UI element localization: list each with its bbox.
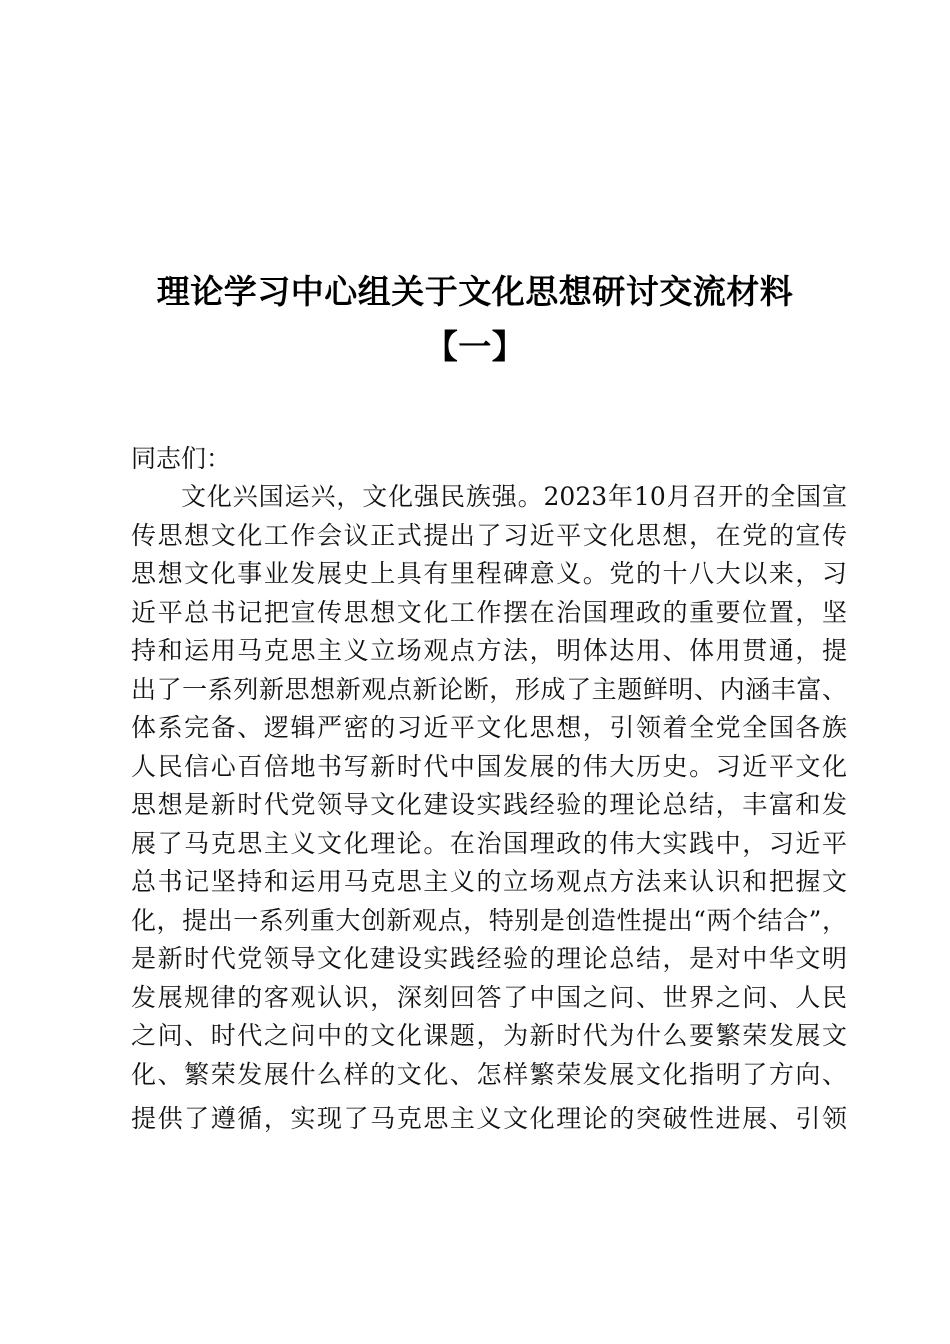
paragraph-line: 文化兴国运兴，文化强民族强。2023年10月召开的全国宣 <box>181 482 847 511</box>
paragraph-line: 化，提出一系列重大创新观点，特别是创造性提出“两个结合”， <box>131 905 847 935</box>
paragraph-line: 思想是新时代党领导文化建设实践经验的理论总结，丰富和发 <box>131 790 847 819</box>
document-subtitle: 【一】 <box>424 327 526 366</box>
paragraph-line: 展了马克思主义文化理论。在治国理政的伟大实践中，习近平 <box>131 828 847 858</box>
paragraph-line: 提供了遵循，实现了马克思主义文化理论的突破性进展、引领 <box>131 1104 847 1133</box>
paragraph-line: 体系完备、逻辑严密的习近平文化思想，引领着全党全国各族 <box>131 713 847 742</box>
paragraph-line: 传思想文化工作会议正式提出了习近平文化思想，在党的宣传 <box>131 520 847 550</box>
paragraph-line: 发展规律的客观认识，深刻回答了中国之问、世界之问、人民 <box>131 982 847 1012</box>
paragraph-line: 化、繁荣发展什么样的文化、怎样繁荣发展文化指明了方向、 <box>131 1059 847 1089</box>
paragraph-line: 出了一系列新思想新观点新论断，形成了主题鲜明、内涵丰富、 <box>131 674 847 704</box>
paragraph-line: 近平总书记把宣传思想文化工作摆在治国理政的重要位置，坚 <box>131 597 847 627</box>
document-title: 理论学习中心组关于文化思想研讨交流材料 <box>156 272 794 311</box>
paragraph-line: 持和运用马克思主义立场观点方法，明体达用、体用贯通，提 <box>131 636 847 665</box>
salutation: 同志们： <box>131 444 232 473</box>
paragraph-line: 人民信心百倍地书写新时代中国发展的伟大历史。习近平文化 <box>131 751 847 781</box>
paragraph-line: 思想文化事业发展史上具有里程碑意义。党的十八大以来，习 <box>131 559 847 588</box>
body-paragraph <box>131 478 847 1139</box>
paragraph-line: 是新时代党领导文化建设实践经验的理论总结，是对中华文明 <box>131 944 847 973</box>
paragraph-line: 总书记坚持和运用马克思主义的立场观点方法来认识和把握文 <box>131 867 847 896</box>
paragraph-line: 之问、时代之问中的文化课题，为新时代为什么要繁荣发展文 <box>131 1021 847 1050</box>
